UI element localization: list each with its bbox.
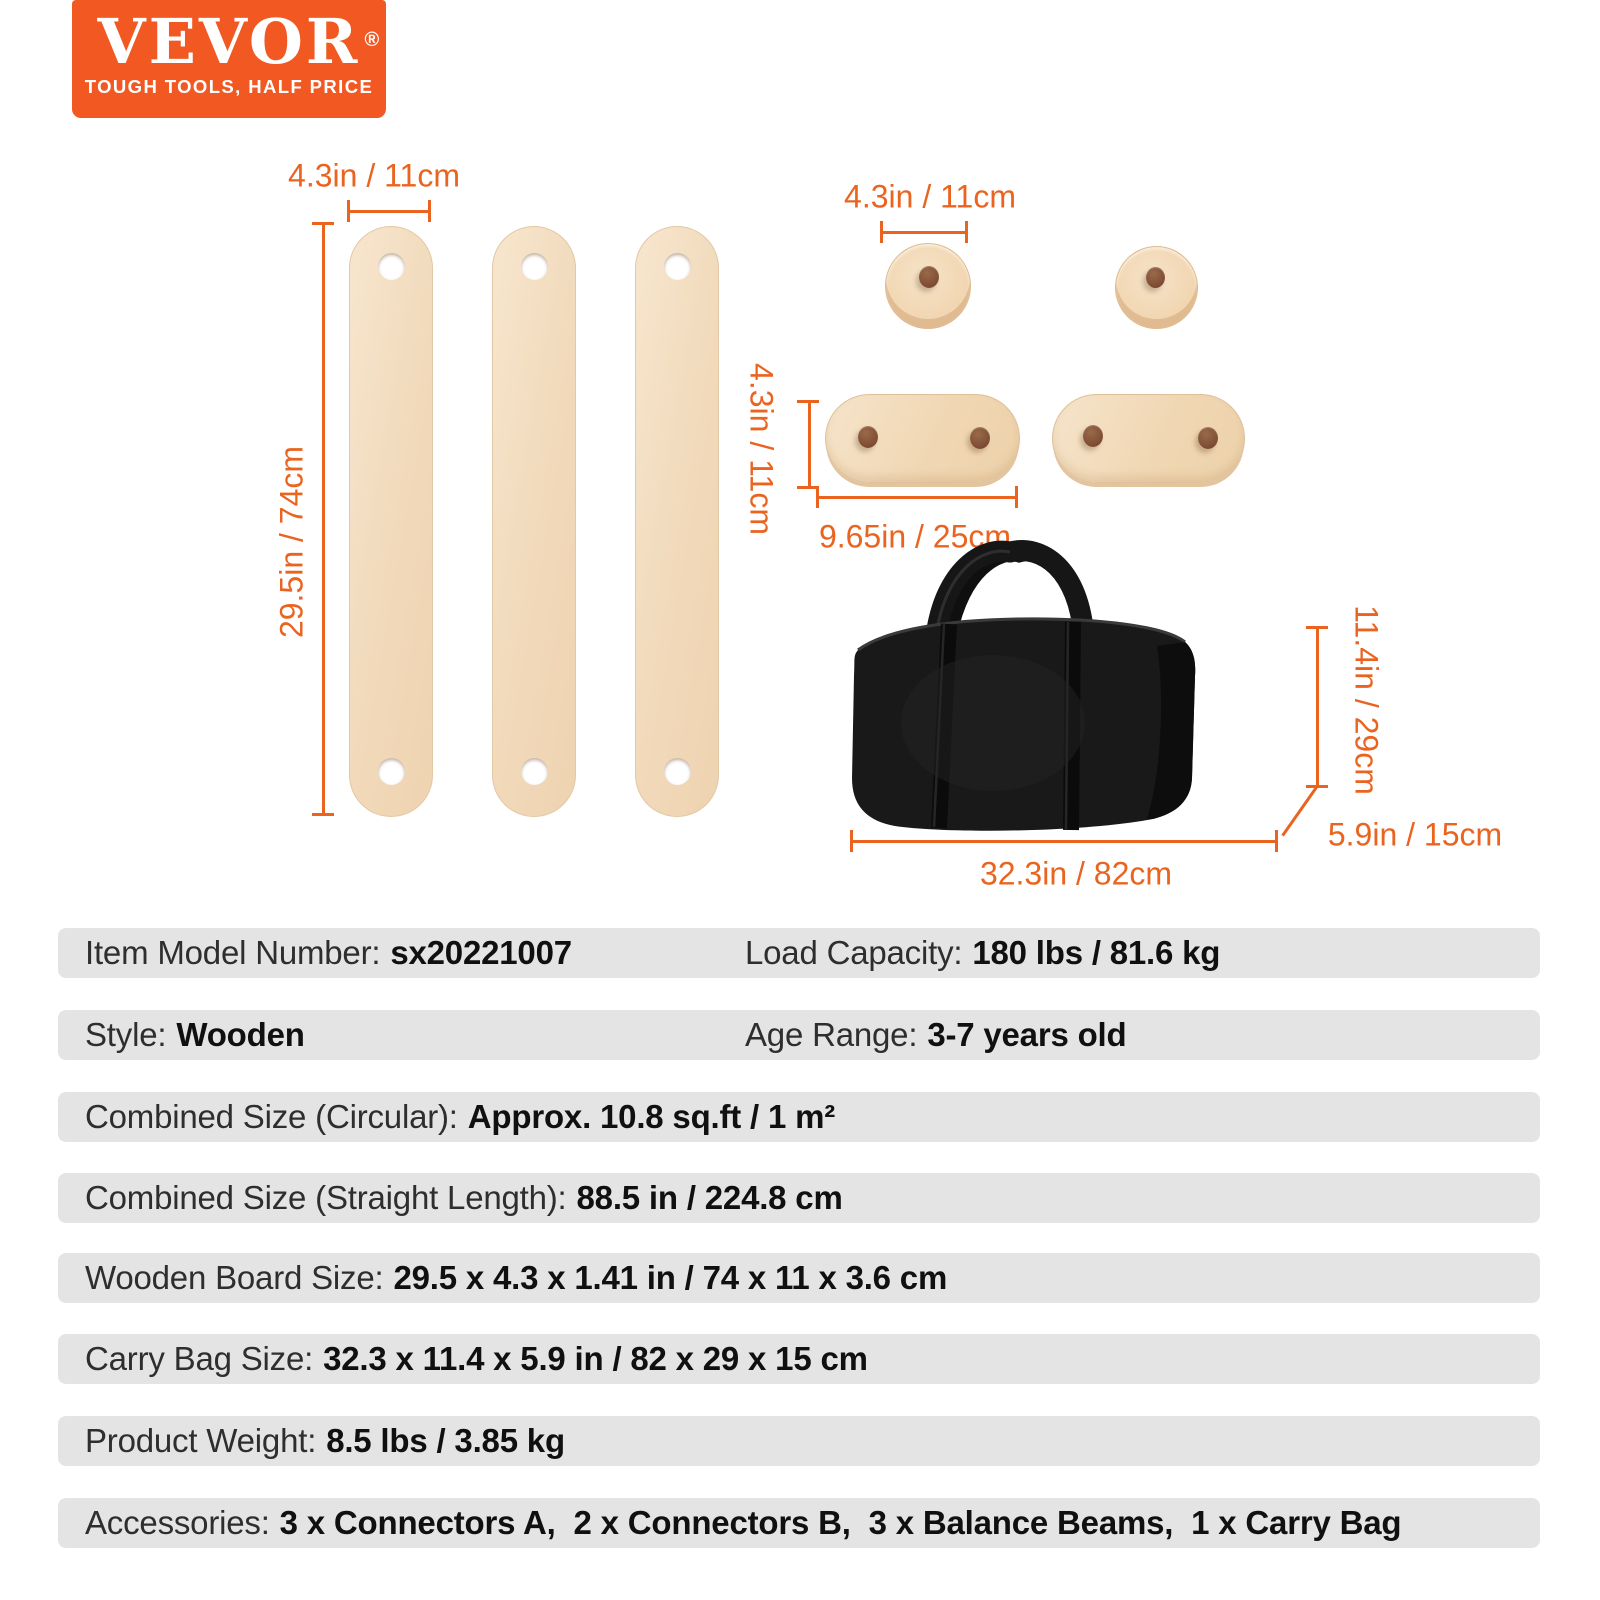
spec-row-combined-straight [58, 1173, 1540, 1223]
dimension-tick [965, 221, 968, 243]
dimension-tick [1306, 626, 1328, 629]
dimension-line [322, 224, 325, 816]
spec-label: Wooden Board Size: [85, 1259, 384, 1296]
dimension-line [818, 496, 1018, 499]
spec-row-model-load [58, 928, 1540, 978]
spec-label: Carry Bag Size: [85, 1340, 314, 1377]
dimension-tick [816, 486, 819, 508]
spec-value: sx20221007 [390, 934, 572, 971]
carry-bag-illustration [833, 538, 1213, 838]
spec-row-combined-circular [58, 1092, 1540, 1142]
bag-depth-line [1281, 786, 1317, 836]
dimension-tick [850, 830, 853, 852]
spec-label: Combined Size (Circular): [85, 1098, 458, 1135]
connector-b-width-label: 4.3in / 11cm [743, 363, 780, 535]
bag-depth-label: 5.9in / 15cm [1327, 816, 1503, 853]
spec-value: 8.5 lbs / 3.85 kg [326, 1422, 565, 1459]
dimension-tick [1015, 486, 1018, 508]
spec-cell [85, 1334, 868, 1384]
dimension-tick [1275, 830, 1278, 852]
dimension-tick [880, 221, 883, 243]
beam-length-label: 29.5in / 74cm [273, 445, 310, 639]
brand-name [72, 5, 386, 78]
connector-b-1 [825, 394, 1020, 483]
spec-cell [745, 928, 1220, 978]
spec-cell [85, 1092, 835, 1142]
bag-height-label: 11.4in / 29cm [1348, 605, 1385, 795]
spec-cell [745, 1010, 1126, 1060]
beam-hole [521, 253, 548, 280]
dimension-line [808, 402, 811, 488]
brand-name-text: VEVOR [97, 5, 361, 78]
spec-row-board-size [58, 1253, 1540, 1303]
bag-length-label: 32.3in / 82cm [979, 855, 1173, 892]
bag-sheen [901, 655, 1085, 791]
spec-value: 29.5 x 4.3 x 1.41 in / 74 x 11 x 3.6 cm [393, 1259, 948, 1296]
spec-row-bag-size [58, 1334, 1540, 1384]
spec-value: Wooden [176, 1016, 305, 1053]
spec-label: Product Weight: [85, 1422, 317, 1459]
spec-cell [85, 1010, 305, 1060]
beam-hole [378, 253, 405, 280]
spec-label: Style: [85, 1016, 167, 1053]
dimension-tick [347, 200, 350, 222]
spec-cell [85, 1253, 947, 1303]
balance-beam-3 [635, 226, 719, 817]
dimension-line [1316, 628, 1319, 788]
wooden-peg [1146, 267, 1165, 288]
spec-value: Approx. 10.8 sq.ft / 1 m² [467, 1098, 836, 1135]
brand-tagline: TOUGH TOOLS, HALF PRICE [84, 76, 374, 97]
wooden-peg [1083, 425, 1103, 447]
wooden-peg [970, 427, 990, 449]
dimension-tick [312, 813, 334, 816]
dimension-tick [428, 200, 431, 222]
spec-value: 3 x Connectors A, 2 x Connectors B, 3 x Balance Beams, 1 x Carry Bag [279, 1504, 1402, 1541]
dimension-line [852, 840, 1278, 843]
spec-cell [85, 1416, 565, 1466]
dimension-line [349, 210, 431, 213]
wooden-peg [1198, 427, 1218, 449]
dimension-line [882, 231, 968, 234]
beam-hole [664, 253, 691, 280]
wooden-peg [919, 266, 939, 288]
spec-value: 88.5 in / 224.8 cm [576, 1179, 843, 1216]
dimension-tick [797, 400, 819, 403]
connector-a-diameter-label: 4.3in / 11cm [844, 178, 1016, 215]
spec-value: 3-7 years old [927, 1016, 1127, 1053]
spec-label: Accessories: [85, 1504, 270, 1541]
spec-cell [85, 1498, 1401, 1548]
beam-hole [664, 758, 691, 785]
spec-value: 32.3 x 11.4 x 5.9 in / 82 x 29 x 15 cm [323, 1340, 868, 1377]
vevor-logo [72, 0, 386, 118]
connector-b-length-label: 9.65in / 25cm [818, 518, 1012, 555]
balance-beam-2 [492, 226, 576, 817]
spec-cell [85, 928, 572, 978]
spec-value: 180 lbs / 81.6 kg [972, 934, 1221, 971]
dimension-tick [312, 222, 334, 225]
dimension-tick [1306, 785, 1328, 788]
beam-width-label: 4.3in / 11cm [288, 157, 460, 194]
balance-beam-1 [349, 226, 433, 817]
spec-row-accessories [58, 1498, 1540, 1548]
beam-hole [521, 758, 548, 785]
spec-row-weight [58, 1416, 1540, 1466]
spec-row-style-age [58, 1010, 1540, 1060]
registered-mark: ® [364, 29, 383, 51]
spec-label: Age Range: [745, 1016, 918, 1053]
wooden-peg [858, 426, 878, 448]
spec-cell [85, 1173, 843, 1223]
spec-label: Combined Size (Straight Length): [85, 1179, 567, 1216]
spec-label: Load Capacity: [745, 934, 963, 971]
spec-label: Item Model Number: [85, 934, 381, 971]
beam-hole [378, 758, 405, 785]
